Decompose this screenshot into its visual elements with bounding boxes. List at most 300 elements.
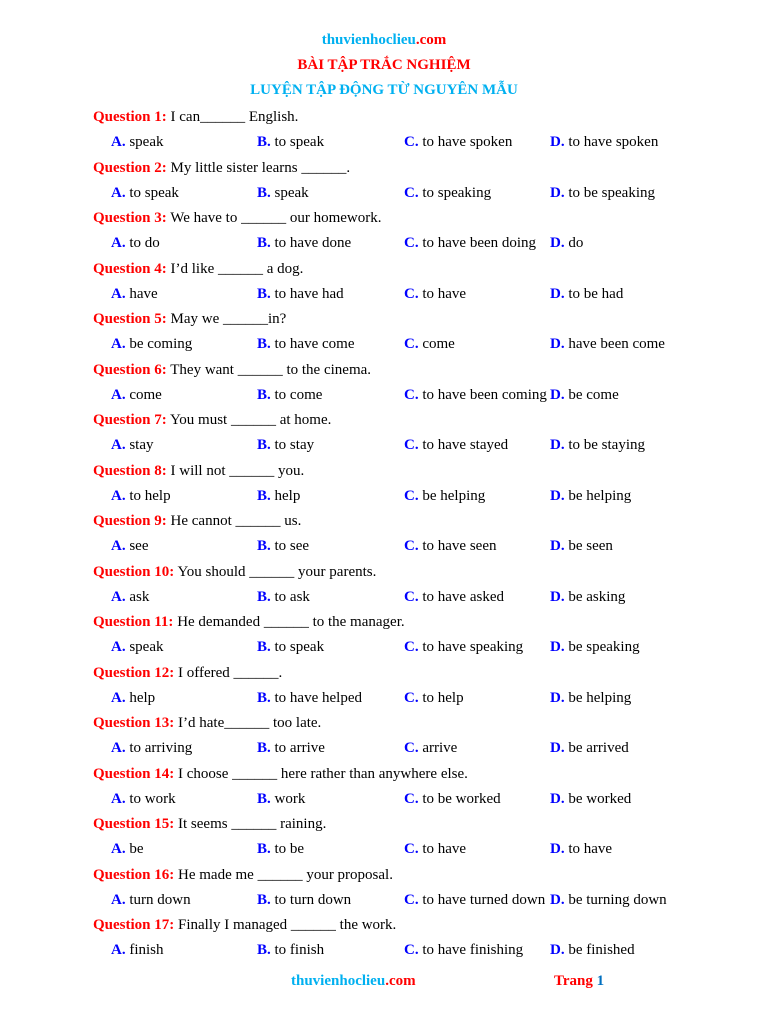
answer-options <box>93 890 733 910</box>
question-item <box>93 511 733 562</box>
question-line <box>93 107 298 127</box>
answer-option-b[interactable] <box>257 183 309 203</box>
footer-brand-name: thuvienhoclieu <box>291 973 386 989</box>
option-text: be arrived <box>568 740 629 756</box>
answer-option-b[interactable] <box>257 688 362 708</box>
option-text: to have spoken <box>422 134 513 150</box>
question-line <box>93 360 371 380</box>
option-text: to have <box>568 841 613 857</box>
header-brand-tld: .com <box>415 32 447 48</box>
answer-option-d[interactable] <box>550 688 631 708</box>
option-letter: A. <box>111 487 126 504</box>
question-label: Question 14: <box>93 765 175 782</box>
option-letter: B. <box>257 184 271 201</box>
answer-option-d[interactable] <box>550 940 635 960</box>
option-text: to have been coming <box>422 386 547 403</box>
option-text: come <box>129 386 162 403</box>
option-text: be seen <box>568 538 613 554</box>
option-letter: C. <box>404 841 419 857</box>
option-letter: B. <box>257 740 271 756</box>
answer-options <box>93 940 733 960</box>
question-label: Question 6: <box>93 361 167 378</box>
option-letter: B. <box>257 235 271 251</box>
answer-option-d[interactable] <box>550 536 613 556</box>
answer-option-a[interactable] <box>111 940 164 960</box>
option-letter: B. <box>257 639 271 655</box>
option-letter: D. <box>550 235 565 251</box>
answer-option-a[interactable] <box>111 536 149 556</box>
answer-option-c[interactable] <box>404 183 491 203</box>
answer-option-d[interactable] <box>550 233 583 253</box>
option-letter: D. <box>550 942 565 958</box>
option-text: to arriving <box>129 740 193 756</box>
option-letter: A. <box>111 184 126 201</box>
option-text: to have asked <box>422 588 504 605</box>
option-letter: B. <box>257 437 271 453</box>
answer-option-a[interactable] <box>111 839 144 859</box>
answer-option-b[interactable] <box>257 536 309 556</box>
question-line <box>93 309 286 329</box>
answer-options <box>93 334 733 354</box>
option-text: be come <box>568 386 619 403</box>
option-letter: B. <box>257 790 271 807</box>
option-letter: D. <box>550 790 565 807</box>
answer-option-b[interactable] <box>257 738 325 758</box>
option-letter: D. <box>550 134 565 150</box>
question-label: Question 7: <box>93 412 167 428</box>
answer-option-c[interactable] <box>404 536 496 556</box>
header-brand[interactable] <box>0 32 768 49</box>
answer-option-a[interactable] <box>111 435 154 455</box>
question-item <box>93 663 733 714</box>
question-line <box>93 663 282 683</box>
option-text: help <box>274 487 301 504</box>
question-text: Finally I managed ______ the work. <box>174 917 397 933</box>
answer-option-d[interactable] <box>550 839 612 859</box>
option-text: finish <box>129 942 164 958</box>
option-letter: C. <box>404 437 419 453</box>
question-item <box>93 107 733 158</box>
option-text: be asking <box>568 588 626 605</box>
answer-option-b[interactable] <box>257 587 310 607</box>
question-text: He demanded ______ to the manager. <box>173 614 405 630</box>
answer-option-b[interactable] <box>257 637 324 657</box>
option-letter: C. <box>404 184 419 201</box>
option-letter: A. <box>111 386 126 403</box>
option-letter: B. <box>257 134 271 150</box>
answer-option-a[interactable] <box>111 486 171 506</box>
question-label: Question 16: <box>93 866 175 883</box>
option-text: to have finishing <box>422 942 524 958</box>
answer-option-b[interactable] <box>257 284 344 304</box>
option-letter: A. <box>111 285 126 302</box>
option-letter: C. <box>404 740 419 756</box>
option-text: ask <box>129 588 150 605</box>
question-item <box>93 158 733 209</box>
answer-options <box>93 688 733 708</box>
footer-brand-tld: .com <box>385 973 416 989</box>
option-text: be finished <box>568 942 635 958</box>
question-item <box>93 865 733 916</box>
option-text: to have <box>422 841 467 857</box>
answer-option-c[interactable] <box>404 284 466 304</box>
option-letter: D. <box>550 386 565 403</box>
option-text: to help <box>129 487 171 504</box>
option-text: speak <box>274 184 309 201</box>
answer-option-c[interactable] <box>404 587 504 607</box>
option-text: to have seen <box>422 538 497 554</box>
option-letter: C. <box>404 942 419 958</box>
question-text: I will not ______ you. <box>166 462 305 479</box>
option-text: be helping <box>568 689 632 706</box>
option-letter: A. <box>111 740 126 756</box>
question-line <box>93 713 321 733</box>
question-label: Question 4: <box>93 260 167 277</box>
page-number-value: 1 <box>596 973 605 989</box>
option-letter: D. <box>550 841 565 857</box>
answer-option-b[interactable] <box>257 435 314 455</box>
answer-option-c[interactable] <box>404 738 457 758</box>
question-line <box>93 915 396 935</box>
option-letter: C. <box>404 689 419 706</box>
question-item <box>93 360 733 411</box>
option-letter: D. <box>550 538 565 554</box>
question-line <box>93 259 303 279</box>
answer-option-c[interactable] <box>404 334 455 354</box>
option-text: to have stayed <box>422 437 509 453</box>
option-letter: C. <box>404 487 419 504</box>
option-text: do <box>568 235 584 251</box>
option-text: be <box>129 841 144 857</box>
question-item <box>93 713 733 764</box>
option-letter: B. <box>257 336 271 352</box>
option-letter: D. <box>550 891 565 908</box>
option-text: be speaking <box>568 639 640 655</box>
question-text: It seems ______ raining. <box>174 816 327 832</box>
option-text: turn down <box>129 891 191 908</box>
answer-option-c[interactable] <box>404 435 508 455</box>
question-item <box>93 410 733 461</box>
answer-option-a[interactable] <box>111 637 164 657</box>
option-text: be turning down <box>568 891 667 908</box>
answer-option-a[interactable] <box>111 890 191 910</box>
page-subtitle: LUYỆN TẬP ĐỘNG TỪ NGUYÊN MẪU <box>250 82 518 98</box>
question-item <box>93 461 733 512</box>
answer-option-b[interactable] <box>257 890 351 910</box>
answer-option-b[interactable] <box>257 334 354 354</box>
question-line <box>93 511 301 531</box>
question-label: Question 2: <box>93 159 167 176</box>
option-text: arrive <box>422 740 458 756</box>
question-label: Question 17: <box>93 917 175 933</box>
option-letter: A. <box>111 891 126 908</box>
question-text: I’d hate______ too late. <box>174 715 322 731</box>
option-text: to speak <box>274 639 325 655</box>
question-text: May we ______in? <box>166 311 287 327</box>
question-line <box>93 410 331 430</box>
option-letter: D. <box>550 487 565 504</box>
option-letter: A. <box>111 790 126 807</box>
option-text: to help <box>422 689 464 706</box>
option-letter: C. <box>404 639 419 655</box>
option-text: to finish <box>274 942 325 958</box>
answer-option-d[interactable] <box>550 334 665 354</box>
option-text: to speaking <box>422 184 492 201</box>
answer-options <box>93 486 733 506</box>
option-letter: C. <box>404 386 419 403</box>
option-letter: B. <box>257 942 271 958</box>
option-text: to be had <box>568 285 624 302</box>
option-text: to be <box>274 841 305 857</box>
question-text: They want ______ to the cinema. <box>166 361 372 378</box>
answer-option-c[interactable] <box>404 385 547 405</box>
option-letter: D. <box>550 285 565 302</box>
question-label: Question 15: <box>93 816 175 832</box>
option-text: to work <box>129 790 176 807</box>
option-text: speak <box>129 134 164 150</box>
option-text: to have turned down <box>422 891 546 908</box>
option-text: to come <box>274 386 323 403</box>
option-text: to ask <box>274 588 310 605</box>
question-item <box>93 309 733 360</box>
page-number <box>554 973 604 990</box>
answer-option-b[interactable] <box>257 940 324 960</box>
option-letter: A. <box>111 588 126 605</box>
answer-option-b[interactable] <box>257 132 324 152</box>
option-letter: C. <box>404 235 419 251</box>
page-title: BÀI TẬP TRẮC NGHIỆM <box>297 57 471 73</box>
answer-options <box>93 435 733 455</box>
answer-option-c[interactable] <box>404 940 523 960</box>
answer-option-d[interactable] <box>550 385 619 405</box>
option-text: to see <box>274 538 310 554</box>
question-label: Question 5: <box>93 311 167 327</box>
option-text: to have spoken <box>568 134 659 150</box>
answer-option-c[interactable] <box>404 839 466 859</box>
option-text: to have come <box>274 336 355 352</box>
answer-option-a[interactable] <box>111 284 158 304</box>
question-item <box>93 612 733 663</box>
answer-options <box>93 536 733 556</box>
option-letter: B. <box>257 689 271 706</box>
option-text: be helping <box>568 487 632 504</box>
option-letter: A. <box>111 336 126 352</box>
answer-option-d[interactable] <box>550 738 629 758</box>
option-text: to speak <box>274 134 325 150</box>
question-line <box>93 158 350 178</box>
option-letter: D. <box>550 184 565 201</box>
answer-option-d[interactable] <box>550 435 645 455</box>
answer-option-d[interactable] <box>550 183 655 203</box>
answer-option-a[interactable] <box>111 789 176 809</box>
answer-option-d[interactable] <box>550 637 640 657</box>
option-letter: A. <box>111 235 126 251</box>
option-letter: D. <box>550 740 565 756</box>
question-line <box>93 208 382 228</box>
question-label: Question 12: <box>93 664 175 681</box>
option-text: to have had <box>274 285 344 302</box>
question-line <box>93 865 393 885</box>
option-text: have <box>129 285 158 302</box>
question-label: Question 1: <box>93 109 167 125</box>
answer-option-d[interactable] <box>550 284 623 304</box>
question-text: He cannot ______ us. <box>166 513 302 529</box>
question-label: Question 9: <box>93 513 167 529</box>
question-label: Question 8: <box>93 462 167 479</box>
footer-brand[interactable] <box>291 973 416 990</box>
option-letter: D. <box>550 336 565 352</box>
option-letter: C. <box>404 134 419 150</box>
answer-options <box>93 183 733 203</box>
answer-option-b[interactable] <box>257 839 304 859</box>
option-text: to have been doing <box>422 235 537 251</box>
question-label: Question 13: <box>93 715 175 731</box>
question-text: My little sister learns ______. <box>166 159 351 176</box>
answer-option-c[interactable] <box>404 486 485 506</box>
option-letter: B. <box>257 487 271 504</box>
option-letter: B. <box>257 891 271 908</box>
option-letter: C. <box>404 538 419 554</box>
option-text: work <box>274 790 306 807</box>
option-text: to have speaking <box>422 639 524 655</box>
question-line <box>93 562 376 582</box>
question-text: You must ______ at home. <box>166 412 332 428</box>
answer-option-c[interactable] <box>404 688 464 708</box>
option-text: to be worked <box>422 790 501 807</box>
answer-option-b[interactable] <box>257 486 300 506</box>
question-text: I can______ English. <box>166 109 299 125</box>
answer-option-a[interactable] <box>111 587 149 607</box>
question-label: Question 10: <box>93 563 175 580</box>
option-letter: C. <box>404 285 419 302</box>
answer-options <box>93 132 733 152</box>
option-letter: A. <box>111 134 126 150</box>
option-text: help <box>129 689 156 706</box>
option-letter: D. <box>550 689 565 706</box>
answer-option-c[interactable] <box>404 132 512 152</box>
answer-option-a[interactable] <box>111 688 155 708</box>
question-label: Question 3: <box>93 210 167 226</box>
question-line <box>93 461 304 481</box>
option-letter: D. <box>550 437 565 453</box>
question-text: I’d like ______ a dog. <box>166 260 304 277</box>
question-text: We have to ______ our homework. <box>166 210 382 226</box>
answer-option-c[interactable] <box>404 637 523 657</box>
answer-option-a[interactable] <box>111 334 192 354</box>
answer-option-b[interactable] <box>257 789 305 809</box>
option-text: have been come <box>568 336 665 352</box>
answer-option-a[interactable] <box>111 385 162 405</box>
option-letter: A. <box>111 841 126 857</box>
option-letter: B. <box>257 588 271 605</box>
question-label: Question 11: <box>93 614 174 630</box>
option-text: to have helped <box>274 689 362 706</box>
answer-option-a[interactable] <box>111 233 160 253</box>
answer-option-d[interactable] <box>550 132 658 152</box>
option-text: see <box>129 538 149 554</box>
answer-option-c[interactable] <box>404 789 501 809</box>
question-item <box>93 208 733 259</box>
answer-option-b[interactable] <box>257 233 351 253</box>
option-letter: C. <box>404 891 419 908</box>
option-text: to stay <box>274 437 315 453</box>
answer-options <box>93 284 733 304</box>
question-text: You should ______ your parents. <box>174 563 377 580</box>
option-text: to have <box>422 285 467 302</box>
answer-options <box>93 839 733 859</box>
question-line <box>93 612 405 632</box>
question-text: I choose ______ here rather than anywhere else. <box>174 765 468 782</box>
option-letter: D. <box>550 639 565 655</box>
option-letter: B. <box>257 285 271 302</box>
question-text: I offered ______. <box>174 664 283 681</box>
page-number-label: Trang <box>554 973 593 989</box>
answer-option-d[interactable] <box>550 486 631 506</box>
answer-options <box>93 637 733 657</box>
answer-options <box>93 789 733 809</box>
answer-option-b[interactable] <box>257 385 322 405</box>
option-letter: A. <box>111 942 126 958</box>
option-text: speak <box>129 639 164 655</box>
answer-option-a[interactable] <box>111 183 179 203</box>
answer-option-c[interactable] <box>404 890 545 910</box>
answer-option-a[interactable] <box>111 132 164 152</box>
option-text: to turn down <box>274 891 352 908</box>
option-letter: B. <box>257 538 271 554</box>
option-letter: C. <box>404 336 419 352</box>
answer-options <box>93 233 733 253</box>
answer-option-a[interactable] <box>111 738 192 758</box>
option-text: to have done <box>274 235 352 251</box>
option-letter: A. <box>111 639 126 655</box>
option-letter: C. <box>404 588 419 605</box>
header-brand-name: thuvienhoclieu <box>321 32 416 48</box>
option-text: to be staying <box>568 437 645 453</box>
option-letter: C. <box>404 790 419 807</box>
answer-option-d[interactable] <box>550 587 625 607</box>
option-text: be worked <box>568 790 632 807</box>
option-text: be coming <box>129 336 193 352</box>
answer-option-d[interactable] <box>550 890 667 910</box>
answer-options <box>93 385 733 405</box>
question-list <box>93 107 733 966</box>
option-text: come <box>422 336 455 352</box>
question-item <box>93 562 733 613</box>
option-text: be helping <box>422 487 486 504</box>
option-text: stay <box>129 437 154 453</box>
answer-options <box>93 738 733 758</box>
option-letter: A. <box>111 689 126 706</box>
option-letter: A. <box>111 538 126 554</box>
option-text: to do <box>129 235 160 251</box>
question-item <box>93 915 733 966</box>
question-item <box>93 259 733 310</box>
option-text: to arrive <box>274 740 325 756</box>
question-line <box>93 764 468 784</box>
question-item <box>93 764 733 815</box>
question-item <box>93 814 733 865</box>
answer-option-c[interactable] <box>404 233 536 253</box>
option-letter: B. <box>257 841 271 857</box>
option-text: to speak <box>129 184 179 201</box>
option-letter: D. <box>550 588 565 605</box>
question-line <box>93 814 326 834</box>
option-text: to be speaking <box>568 184 655 201</box>
answer-option-d[interactable] <box>550 789 631 809</box>
option-letter: B. <box>257 386 271 403</box>
question-text: He made me ______ your proposal. <box>174 866 393 883</box>
option-letter: A. <box>111 437 126 453</box>
